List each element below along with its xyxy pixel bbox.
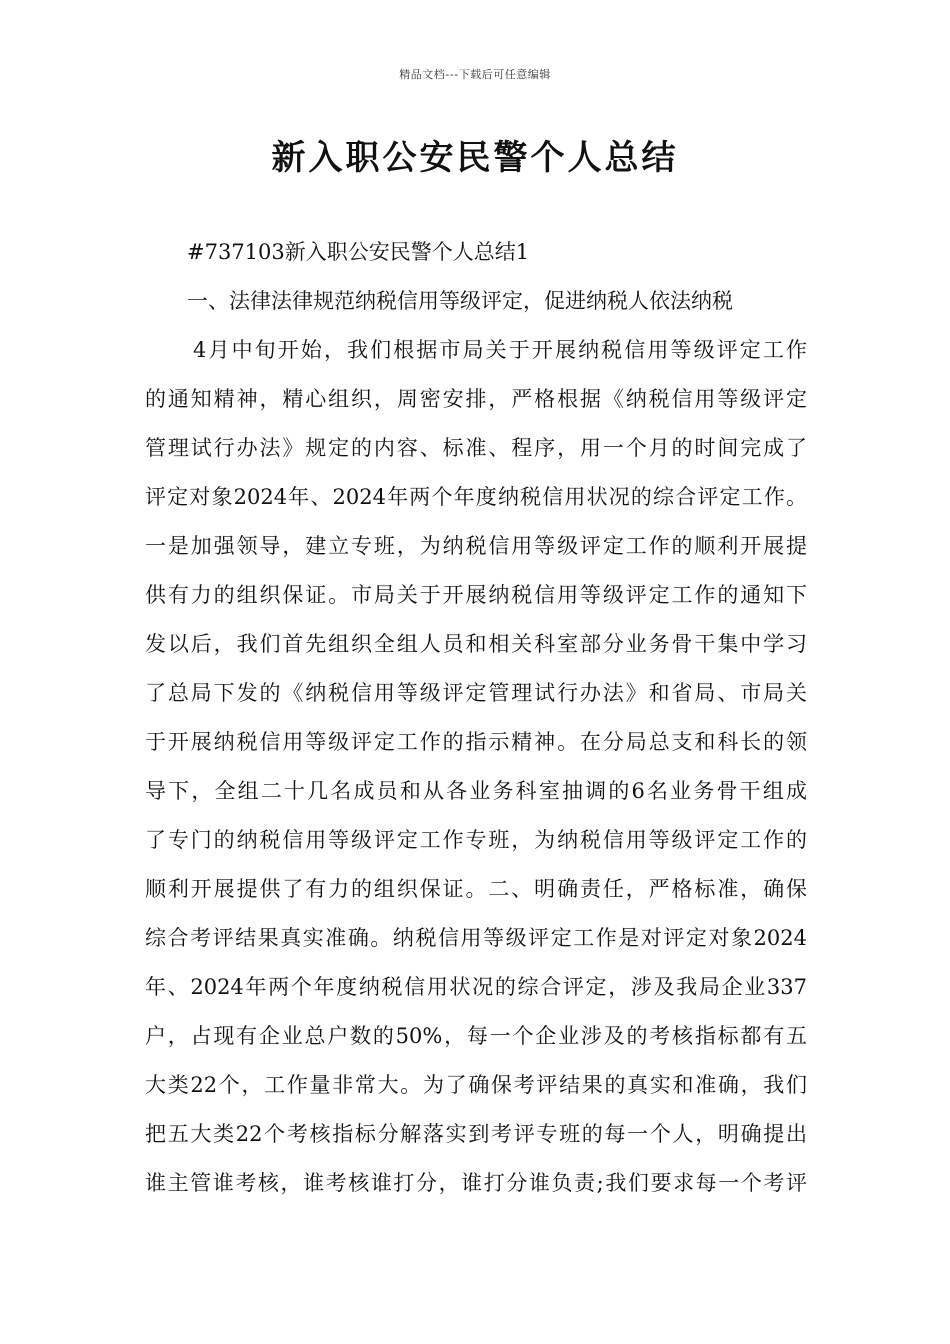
paragraph-line: 供有力的组织保证。市局关于开展纳税信用等级评定工作的通知下 — [145, 583, 807, 607]
paragraph-line: 4月中旬开始，我们根据市局关于开展纳税信用等级评定工作 — [193, 338, 807, 362]
paragraph-line: 评定对象2024年、2024年两个年度纳税信用状况的综合评定工作。 — [145, 485, 807, 509]
paragraph-line: 年、2024年两个年度纳税信用状况的综合评定，涉及我局企业337 — [145, 975, 807, 999]
section-heading: 一、法律法律规范纳税信用等级评定，促进纳税人依法纳税 — [187, 289, 733, 313]
document-title: 新入职公安民警个人总结 — [271, 138, 679, 178]
paragraph-line: 户，占现有企业总户数的50%，每一个企业涉及的考核指标都有五 — [145, 1024, 807, 1048]
paragraph-line: 导下，全组二十几名成员和从各业务科室抽调的6名业务骨干组成 — [145, 779, 807, 803]
paragraph-line: 谁主管谁考核，谁考核谁打分，谁打分谁负责;我们要求每一个考评 — [145, 1171, 807, 1195]
paragraph-line: 的通知精神，精心组织，周密安排，严格根据《纳税信用等级评定 — [145, 387, 807, 411]
paragraph-line: 综合考评结果真实准确。纳税信用等级评定工作是对评定对象2024 — [145, 926, 807, 950]
paragraph-line: 了专门的纳税信用等级评定工作专班，为纳税信用等级评定工作的 — [145, 828, 807, 852]
document-body — [145, 232, 807, 1212]
header-note: 精品文档---下载后可任意编辑 — [399, 68, 551, 81]
paragraph-line: 于开展纳税信用等级评定工作的指示精神。在分局总支和科长的领 — [145, 730, 807, 754]
paragraph-line: 了总局下发的《纳税信用等级评定管理试行办法》和省局、市局关 — [145, 681, 807, 705]
subtitle-line: #737103新入职公安民警个人总结1 — [187, 240, 530, 264]
paragraph-line: 发以后，我们首先组织全组人员和相关科室部分业务骨干集中学习 — [145, 632, 807, 656]
paragraph-line: 大类22个，工作量非常大。为了确保考评结果的真实和准确，我们 — [145, 1073, 807, 1097]
paragraph-line: 管理试行办法》规定的内容、标准、程序，用一个月的时间完成了 — [145, 436, 807, 460]
paragraph-line: 一是加强领导，建立专班，为纳税信用等级评定工作的顺利开展提 — [145, 534, 807, 558]
paragraph-line: 顺利开展提供了有力的组织保证。二、明确责任，严格标准，确保 — [145, 877, 807, 901]
paragraph-line: 把五大类22个考核指标分解落实到考评专班的每一个人，明确提出 — [145, 1122, 807, 1146]
